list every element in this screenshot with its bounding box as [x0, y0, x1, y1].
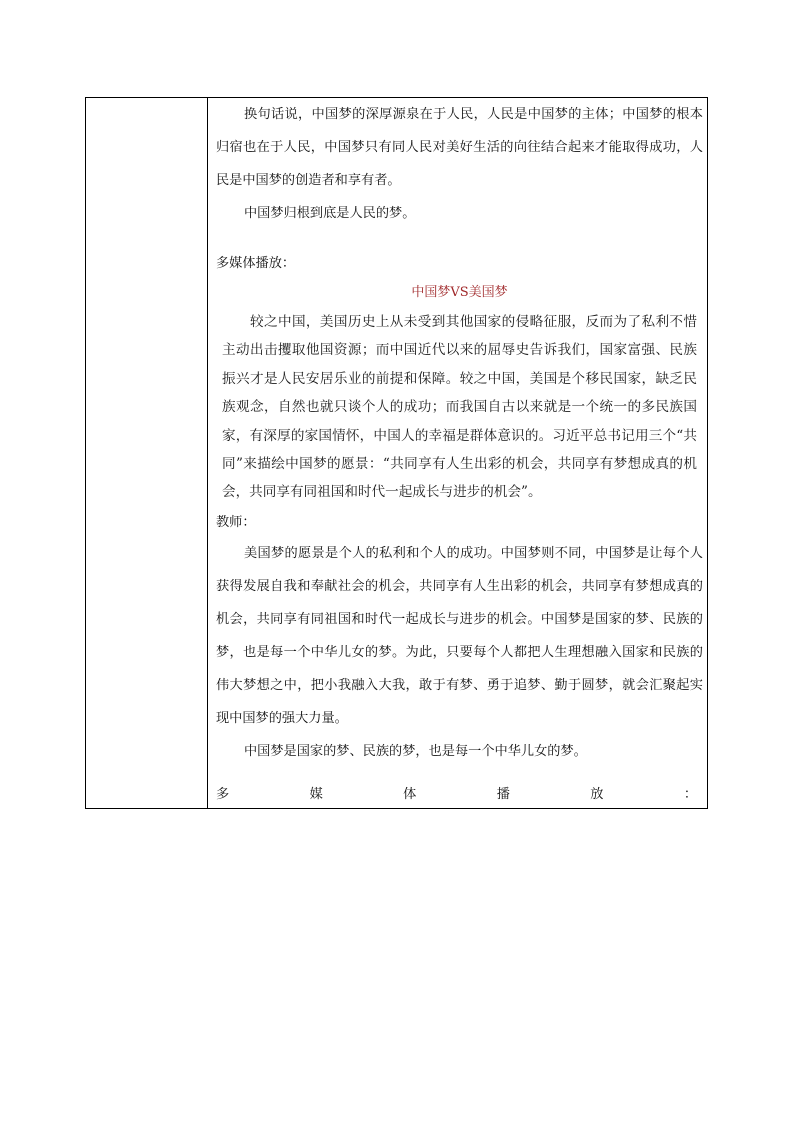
- video-quote-text: 较之中国，美国历史上从未受到其他国家的侵略征服，反而为了私利不惜主动出击攫取他国资源；而中国近代以来的屈辱史告诉我们，国家富强、民族振兴才是人民安居乐业的前提和保障。较之中国，美国是个移民国家，缺乏民族观念，自然也就只谈个人的成功；而我国自古以来就是一个统一的多民族国家，有深厚的家国情怀，中国人的幸福是群体意识的。习近平总书记用三个“共同”来描绘中国梦的愿景：“共同享有人生出彩的机会，共同享有梦想成真的机会，共同享有同祖国和时代一起成长与进步的机会”。: [222, 314, 697, 501]
- video-title: 中国梦VS美国梦: [411, 285, 508, 300]
- spread-char: ：: [683, 787, 697, 802]
- spread-char: 体: [403, 787, 417, 802]
- spread-char: 媒: [309, 787, 323, 802]
- spread-char: 多: [216, 787, 230, 802]
- table-content-cell: [208, 98, 707, 808]
- paragraph-teacher-explanation: 美国梦的愿景是个人的私利和个人的成功。中国梦则不同，中国梦是让每个人获得发展自我和奉献社会的机会，共同享有人生出彩的机会，共同享有梦想成真的机会，共同享有同祖国和时代一起成长与进步的机会。中国梦是国家的梦、民族的梦，也是每一个中华儿女的梦。为此，只要每个人都把人生理想融入国家和民族的伟大梦想之中，把小我融入大我，敢于有梦、勇于追梦、勤于圆梦，就会汇聚起实现中国梦的强大力量。: [216, 545, 703, 726]
- lesson-table: [85, 97, 708, 809]
- multimedia-label: 多媒体播放：: [216, 256, 296, 271]
- paragraph-people-source: 换句话说，中国梦的深厚源泉在于人民，人民是中国梦的主体；中国梦的根本归宿也在于人民，中国梦只有同人民对美好生活的向往结合起来才能取得成功，人民是中国梦的创造者和享有者。: [216, 107, 703, 188]
- paragraph-summary: 中国梦是国家的梦、民族的梦，也是每一个中华儿女的梦。: [244, 743, 587, 759]
- video-quote-block: [216, 308, 703, 507]
- table-left-cell: [86, 98, 208, 808]
- paragraph-people-dream: 中国梦归根到底是人民的梦。: [244, 206, 416, 221]
- spread-char: 放: [590, 787, 604, 802]
- teacher-label: 教师：: [216, 514, 256, 530]
- spread-char: 播: [496, 787, 510, 802]
- spacer: [216, 230, 703, 250]
- multimedia-label-spread: [216, 784, 697, 806]
